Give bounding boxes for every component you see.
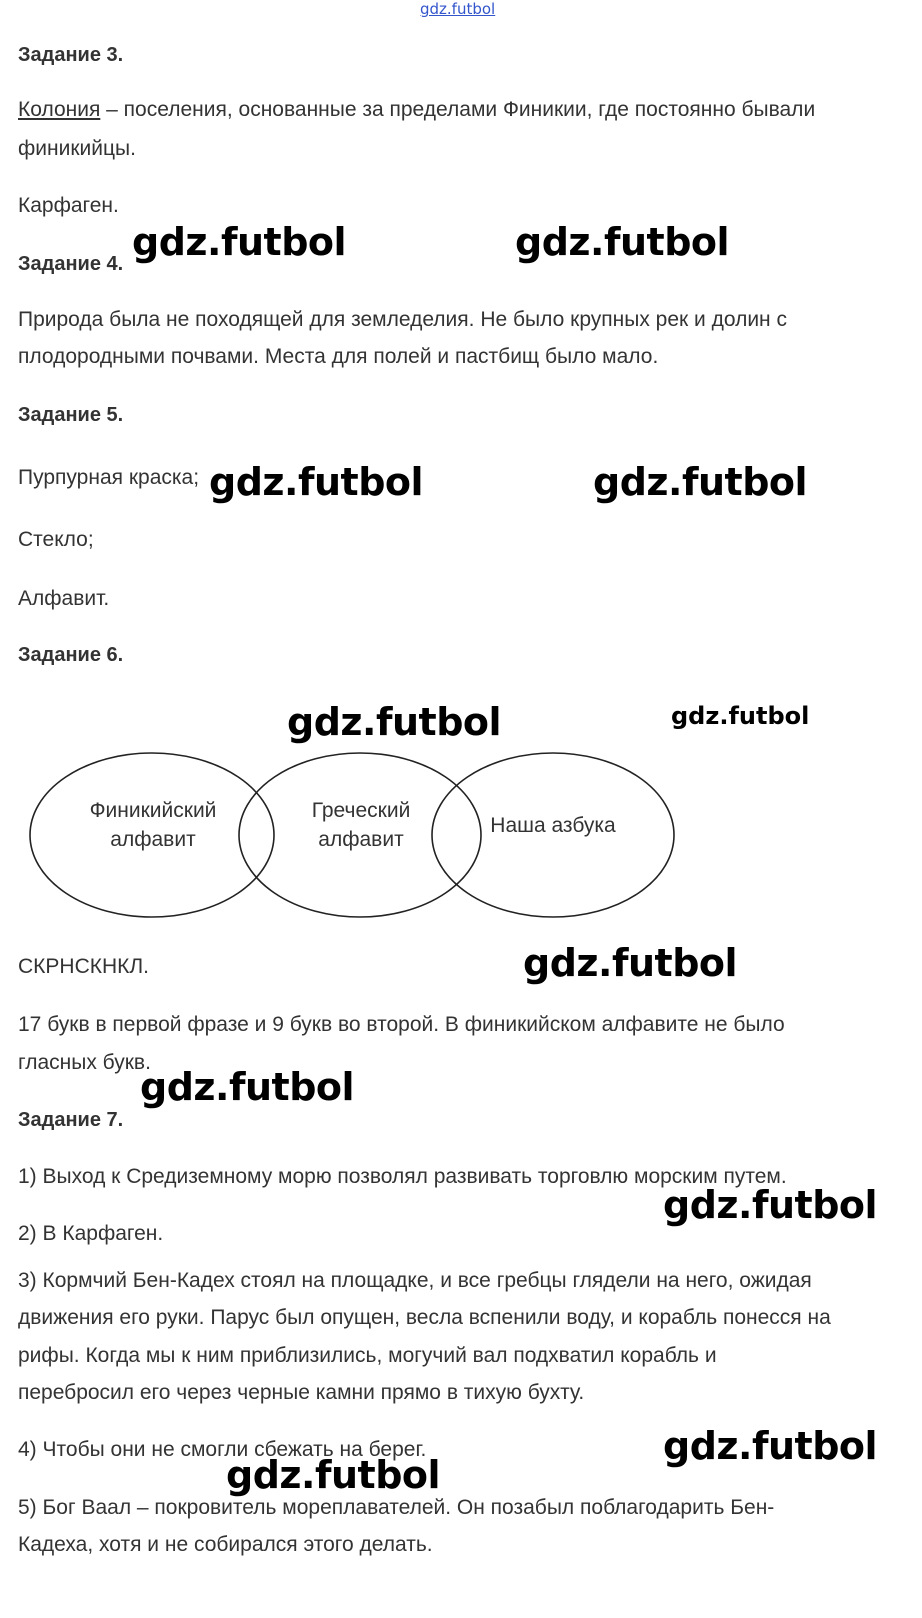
watermark: gdz.futbol	[140, 1065, 355, 1109]
watermark: gdz.futbol	[523, 941, 738, 985]
task4-line2: плодородными почвами. Места для полей и пастбищ было мало.	[18, 345, 659, 368]
task7-answer-4: 4) Чтобы они не смогли сбежать на берег.	[18, 1438, 427, 1461]
task7-answer-5-line2: Кадеха, хотя и не собирался этого делать.	[18, 1533, 433, 1556]
task6-code: СКРНСКНКЛ.	[18, 955, 149, 978]
task7-answer-3-line3: рифы. Когда мы к ним приблизились, могучий вал подхватил корабль и	[18, 1344, 717, 1367]
watermark-small: gdz.futbol	[671, 702, 810, 730]
ellipse1-label-line2: алфавит	[110, 828, 196, 851]
ellipse1-label-line1: Финикийский	[89, 799, 217, 822]
watermark: gdz.futbol	[663, 1183, 878, 1227]
task6-heading: Задание 6.	[18, 644, 124, 666]
task5-item-2: Стекло;	[18, 528, 94, 551]
watermark: gdz.futbol	[132, 220, 347, 264]
task5-heading: Задание 5.	[18, 404, 124, 426]
task3-definition-line2: финикийцы.	[18, 137, 136, 160]
task3-definition-text: – поселения, основанные за пределами Финикии, где постоянно бывали	[100, 98, 816, 121]
task7-answer-5-line1: 5) Бог Ваал – покровитель мореплавателей. Он позабыл поблагодарить Бен-	[18, 1496, 775, 1519]
task6-line1: 17 букв в первой фразе и 9 букв во второй. В финикийском алфавите не было	[18, 1013, 785, 1036]
task4-heading: Задание 4.	[18, 253, 124, 275]
ellipse2-label-line1: Греческий	[311, 799, 411, 822]
task4-line1: Природа была не походящей для земледелия. Не было крупных рек и долин с	[18, 308, 787, 331]
task5-item-1: Пурпурная краска;	[18, 466, 200, 489]
task7-answer-3-line2: движения его руки. Парус был опущен, весла вспенили воду, и корабль понесся на	[18, 1306, 831, 1329]
watermark: gdz.futbol	[287, 700, 502, 744]
task5-item-3: Алфавит.	[18, 587, 110, 610]
task3-heading: Задание 3.	[18, 44, 124, 66]
task7-answer-2: 2) В Карфаген.	[18, 1222, 164, 1245]
watermark: gdz.futbol	[593, 460, 808, 504]
watermark: gdz.futbol	[209, 460, 424, 504]
task7-heading: Задание 7.	[18, 1109, 124, 1131]
ellipse3-label: Наша азбука	[490, 814, 616, 837]
watermark: gdz.futbol	[226, 1453, 441, 1497]
task3-answer: Карфаген.	[18, 194, 119, 217]
task7-answer-3-line1: 3) Кормчий Бен-Кадех стоял на площадке, и все гребцы глядели на него, ожидая	[18, 1269, 812, 1292]
term-colony: Колония	[18, 98, 101, 121]
task6-line2: гласных букв.	[18, 1051, 151, 1074]
watermark: gdz.futbol	[515, 220, 730, 264]
task7-answer-3-line4: перебросил его через черные камни прямо в тихую бухту.	[18, 1381, 585, 1404]
ellipse2-label-line2: алфавит	[318, 828, 404, 851]
watermark-top-link[interactable]: gdz.futbol	[420, 0, 496, 18]
watermark: gdz.futbol	[663, 1424, 878, 1468]
task7-answer-1: 1) Выход к Средиземному морю позволял развивать торговлю морским путем.	[18, 1165, 787, 1188]
